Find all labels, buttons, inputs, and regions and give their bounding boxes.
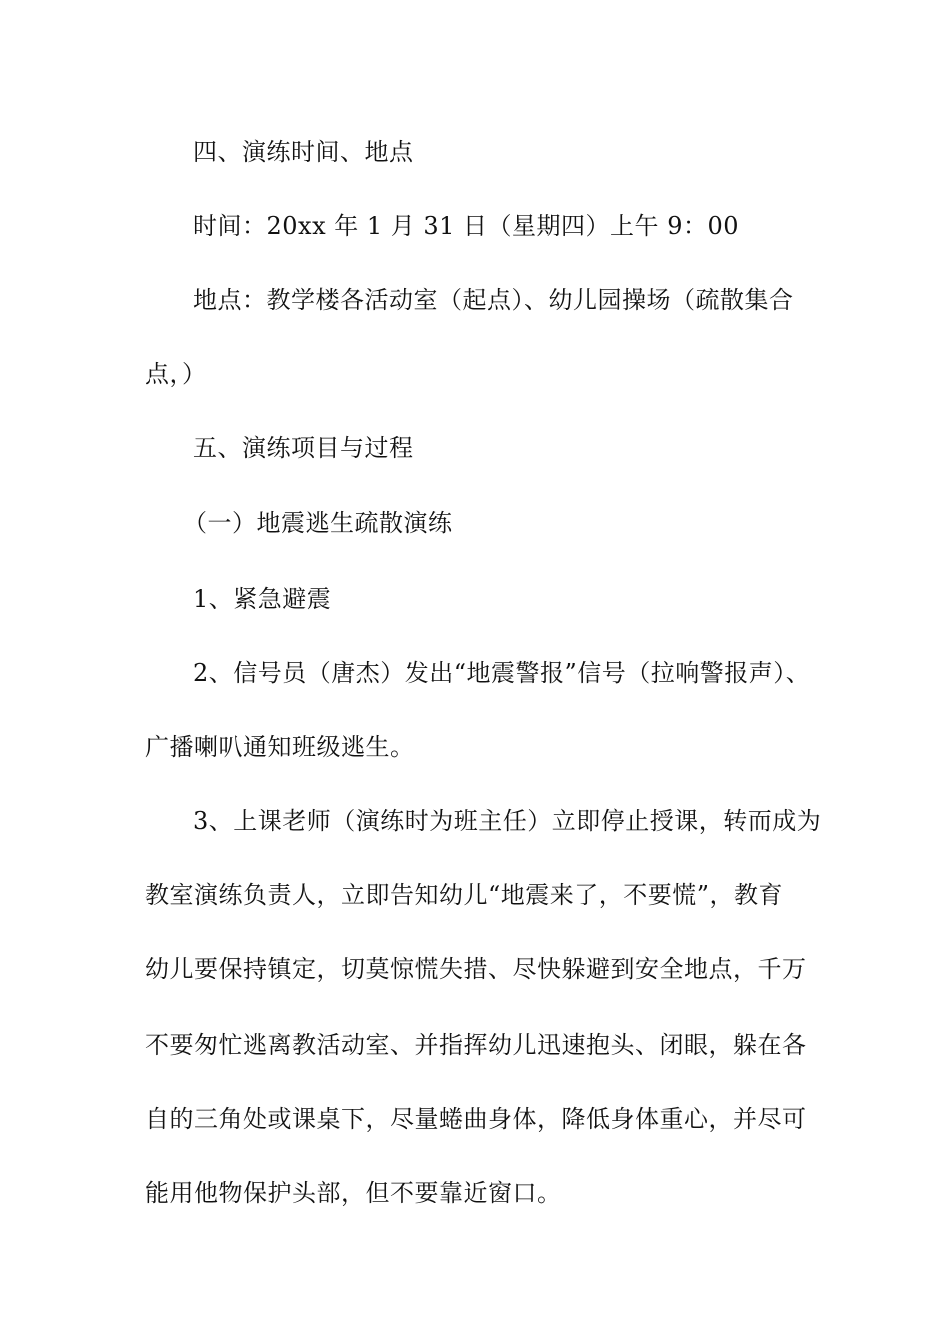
place-line: 地点：教学楼各活动室（起点）、幼儿园操场（疏散集合: [193, 286, 794, 314]
item-2-line-2: 广播喇叭通知班级逃生。: [145, 733, 415, 761]
section-heading-time-place: 四、演练时间、地点: [193, 138, 414, 166]
section-heading-drill-items: 五、演练项目与过程: [193, 434, 414, 462]
item-3-line-4: 不要匆忙逃离教活动室、并指挥幼儿迅速抱头、闭眼，躲在各: [145, 1031, 807, 1059]
item-3-line-3: 幼儿要保持镇定，切莫惊慌失措、尽快躲避到安全地点，千万: [145, 955, 807, 983]
time-line: 时间：20xx 年 1 月 31 日（星期四）上午 9：00: [193, 212, 739, 240]
item-3-line-2: 教室演练负责人，立即告知幼儿“地震来了，不要慌”，教育: [145, 881, 784, 909]
item-3-line-5: 自的三角处或课桌下，尽量蜷曲身体，降低身体重心，并尽可: [145, 1105, 807, 1133]
item-3-line-6: 能用他物保护头部，但不要靠近窗口。: [145, 1179, 562, 1207]
subsection-heading-earthquake: （一）地震逃生疏散演练: [183, 509, 453, 537]
item-1: 1、紧急避震: [193, 585, 332, 613]
item-2-line-1: 2、信号员（唐杰）发出“地震警报”信号（拉响警报声）、: [193, 659, 811, 687]
place-line-continued: 点，）: [145, 360, 207, 388]
item-3-line-1: 3、上课老师（演练时为班主任）立即停止授课，转而成为: [193, 807, 822, 835]
